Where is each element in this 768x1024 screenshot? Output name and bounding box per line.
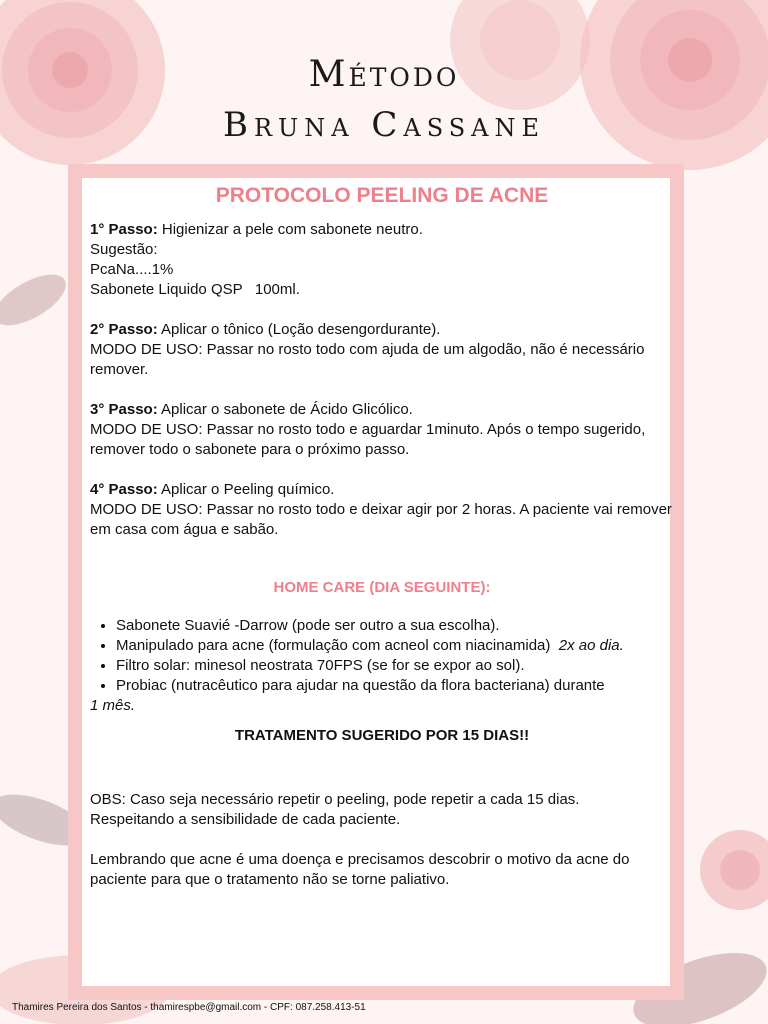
protocol-title: PROTOCOLO PEELING DE ACNE xyxy=(215,184,549,207)
step-4 xyxy=(90,480,674,540)
protocol-content xyxy=(90,182,674,890)
step-heading xyxy=(90,480,674,500)
obs-line: Respeitando a sensibilidade de cada paciente. xyxy=(90,811,401,828)
step-text: Aplicar o sabonete de Ácido Glicólico. xyxy=(157,401,413,418)
list-item-text: Manipulado para acne (formulação com acneol com niacinamida) xyxy=(116,637,559,654)
brand-title-line2: Bruna Cassane xyxy=(222,105,546,145)
step-heading xyxy=(90,220,674,240)
treatment-note: TRATAMENTO SUGERIDO POR 15 DIAS!! xyxy=(234,727,530,744)
obs-note xyxy=(90,790,674,830)
list-item xyxy=(116,636,674,656)
obs-line: OBS: Caso seja necessário repetir o peeling, pode repetir a cada 15 dias. xyxy=(90,791,580,808)
step-line: PcaNa....1% xyxy=(90,261,174,278)
step-text: Aplicar o tônico (Loção desengordurante). xyxy=(157,321,441,338)
step-heading xyxy=(90,320,674,340)
list-item-text: Sabonete Suavié -Darrow (pode ser outro a sua escolha). xyxy=(116,617,500,634)
step-label: 4° Passo: xyxy=(90,481,158,498)
step-label: 3° Passo: xyxy=(90,401,158,418)
closing-note: Lembrando que acne é uma doença e precisamos descobrir o motivo da acne do paciente para que o tratamento não se torne paliativo. xyxy=(90,851,630,888)
step-line: Sabonete Liquido QSP 100ml. xyxy=(90,281,300,298)
step-line: MODO DE USO: Passar no rosto todo com ajuda de um algodão, não é necessário remover. xyxy=(90,341,645,378)
home-care-duration: 1 mês. xyxy=(90,697,136,714)
step-line: MODO DE USO: Passar no rosto todo e aguardar 1minuto. Após o tempo sugerido, remover todo o sabonete para o próximo passo. xyxy=(90,421,646,458)
footer-credits: Thamires Pereira dos Santos - thamirespbe@gmail.com - CPF: 087.258.413-51 xyxy=(12,1002,366,1013)
list-item-italic: 2x ao dia. xyxy=(558,637,624,654)
list-item xyxy=(116,656,674,676)
step-heading xyxy=(90,400,674,420)
home-care-list xyxy=(90,616,674,696)
brand-header xyxy=(0,52,768,152)
step-line: Sugestão: xyxy=(90,241,158,258)
step-3 xyxy=(90,400,674,460)
step-1 xyxy=(90,220,674,300)
step-text: Higienizar a pele com sabonete neutro. xyxy=(157,221,423,238)
brand-title-line1: Método xyxy=(308,54,460,95)
home-care-title: HOME CARE (DIA SEGUINTE): xyxy=(273,579,491,596)
list-item xyxy=(116,676,674,696)
list-item xyxy=(116,616,674,636)
step-2 xyxy=(90,320,674,380)
list-item-text: Filtro solar: minesol neostrata 70FPS (se for se expor ao sol). xyxy=(116,657,525,674)
step-line: MODO DE USO: Passar no rosto todo e deixar agir por 2 horas. A paciente vai remover em casa com água e sabão. xyxy=(90,501,672,538)
step-label: 1° Passo: xyxy=(90,221,158,238)
step-text: Aplicar o Peeling químico. xyxy=(157,481,335,498)
step-label: 2° Passo: xyxy=(90,321,158,338)
list-item-text: Probiac (nutracêutico para ajudar na questão da flora bacteriana) durante xyxy=(116,677,605,694)
